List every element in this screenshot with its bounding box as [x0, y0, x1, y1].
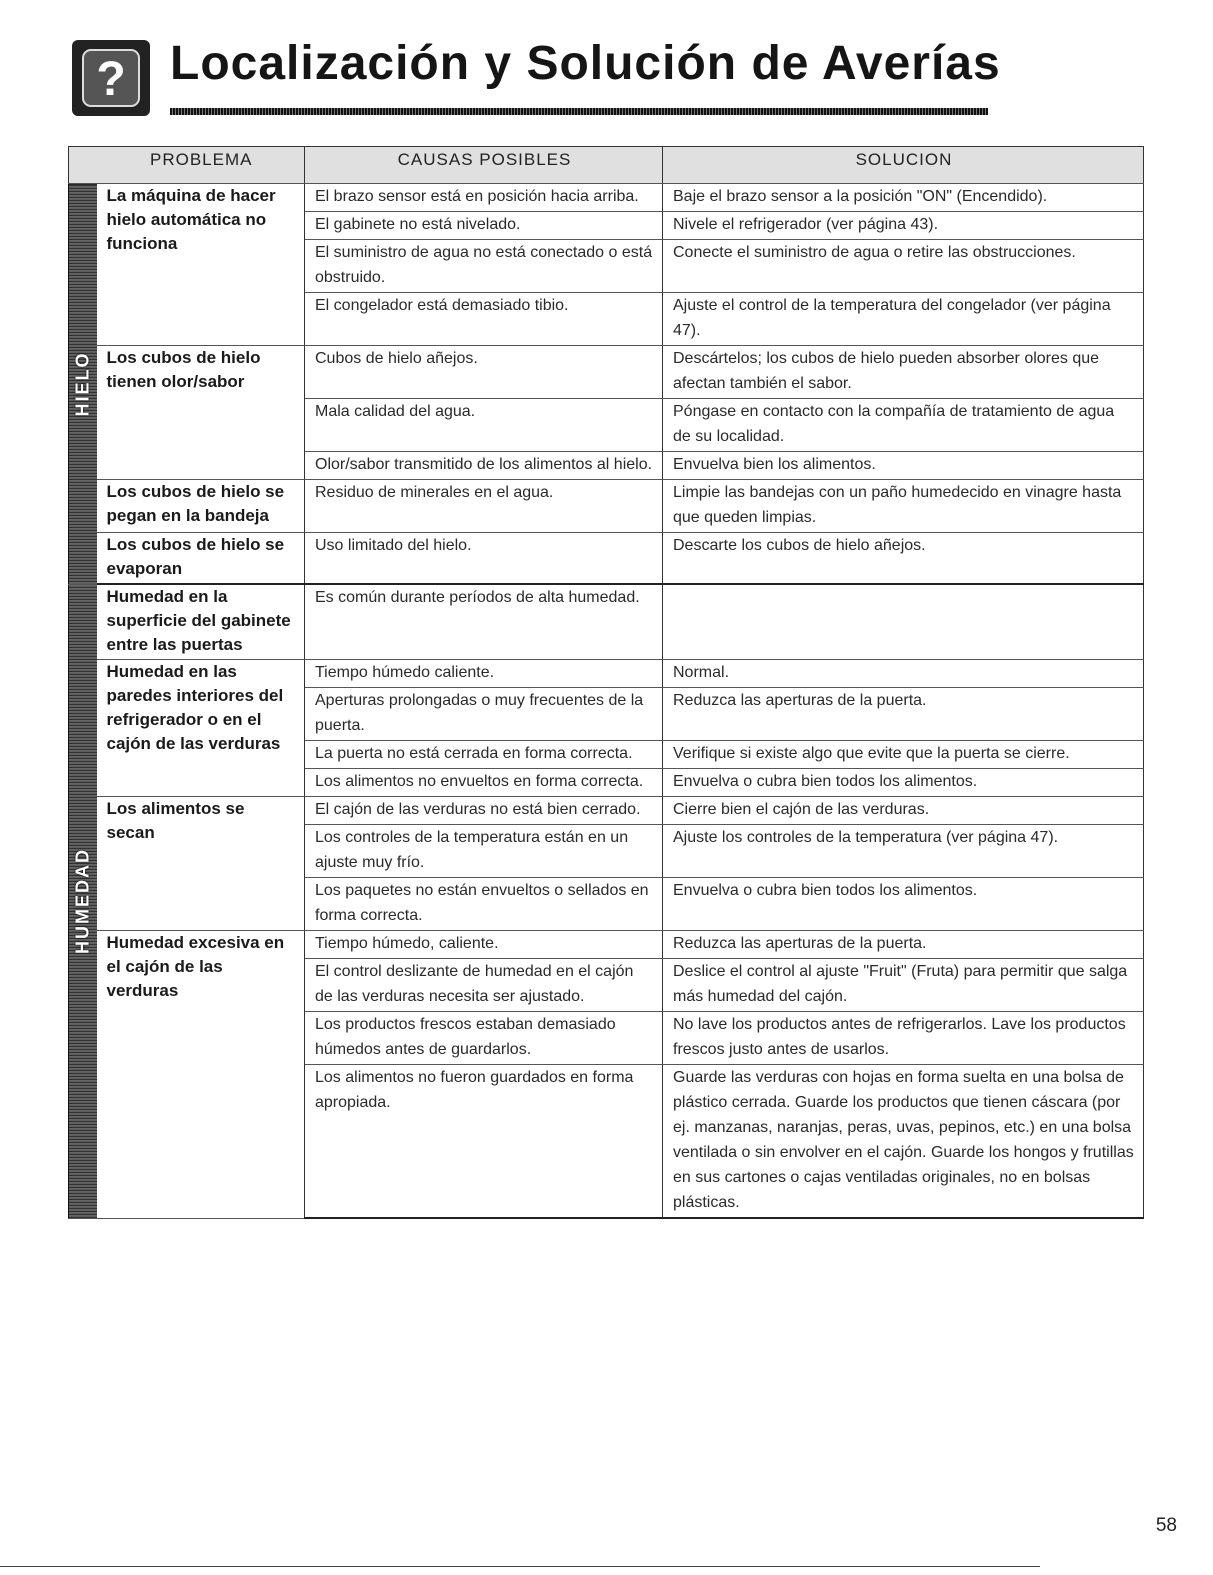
table-row [69, 480, 1144, 533]
solution-cell [663, 584, 1144, 660]
solution-cell: Ajuste el control de la temperatura del congelador (ver página 47). [663, 293, 1144, 346]
solution-cell: Reduzca las aperturas de la puerta. [663, 931, 1144, 959]
table-row [69, 797, 1144, 825]
table-row [69, 346, 1144, 399]
table-row [69, 184, 1144, 212]
category-tab [69, 184, 97, 585]
cause-cell: El gabinete no está nivelado. [305, 212, 663, 240]
cause-cell: Tiempo húmedo caliente. [305, 660, 663, 688]
header-causes: CAUSAS POSIBLES [305, 147, 663, 184]
category-label: HUMEDAD [72, 848, 93, 954]
table-row [69, 660, 1144, 688]
question-help-icon [72, 40, 150, 116]
problem-cell: La máquina de hacer hielo automática no funciona [97, 184, 305, 346]
cause-cell: Los alimentos no fueron guardados en forma apropiada. [305, 1065, 663, 1219]
cause-cell: Los controles de la temperatura están en un ajuste muy frío. [305, 825, 663, 878]
problem-cell: Los alimentos se secan [97, 797, 305, 931]
cause-cell: Los productos frescos estaban demasiado húmedos antes de guardarlos. [305, 1012, 663, 1065]
cause-cell: La puerta no está cerrada en forma correcta. [305, 741, 663, 769]
cause-cell: El control deslizante de humedad en el cajón de las verduras necesita ser ajustado. [305, 959, 663, 1012]
solution-cell: Descarte los cubos de hielo añejos. [663, 533, 1144, 585]
solution-cell: Reduzca las aperturas de la puerta. [663, 688, 1144, 741]
solution-cell: Cierre bien el cajón de las verduras. [663, 797, 1144, 825]
cause-cell: El suministro de agua no está conectado o está obstruido. [305, 240, 663, 293]
table-row [69, 584, 1144, 660]
problem-cell: Humedad excesiva en el cajón de las verduras [97, 931, 305, 1219]
cause-cell: Aperturas prolongadas o muy frecuentes de la puerta. [305, 688, 663, 741]
cause-cell: Es común durante períodos de alta humedad. [305, 584, 663, 660]
solution-cell: Normal. [663, 660, 1144, 688]
problem-cell: Humedad en las paredes interiores del refrigerador o en el cajón de las verduras [97, 660, 305, 797]
cause-cell: Los alimentos no envueltos en forma correcta. [305, 769, 663, 797]
table-body [69, 184, 1144, 1219]
header-problem: PROBLEMA [97, 147, 305, 184]
cause-cell: Cubos de hielo añejos. [305, 346, 663, 399]
footer-rule [0, 1566, 1040, 1567]
title-underline [170, 108, 988, 115]
cause-cell: El brazo sensor está en posición hacia arriba. [305, 184, 663, 212]
cause-cell: Uso limitado del hielo. [305, 533, 663, 585]
solution-cell: Descártelos; los cubos de hielo pueden absorber olores que afectan también el sabor. [663, 346, 1144, 399]
cause-cell: Los paquetes no están envueltos o sellados en forma correcta. [305, 878, 663, 931]
cause-cell: Tiempo húmedo, caliente. [305, 931, 663, 959]
category-tab [69, 584, 97, 1218]
solution-cell: Ajuste los controles de la temperatura (ver página 47). [663, 825, 1144, 878]
svg-text:?: ? [96, 53, 126, 106]
solution-cell: Nivele el refrigerador (ver página 43). [663, 212, 1144, 240]
header-spacer [69, 147, 97, 184]
page-number: 58 [1155, 1515, 1177, 1536]
solution-cell: Verifique si existe algo que evite que la puerta se cierre. [663, 741, 1144, 769]
cause-cell: El congelador está demasiado tibio. [305, 293, 663, 346]
table-row [69, 931, 1144, 959]
solution-cell: Póngase en contacto con la compañía de tratamiento de agua de su localidad. [663, 399, 1144, 452]
solution-cell: Guarde las verduras con hojas en forma suelta en una bolsa de plástico cerrada. Guarde los productos que tienen cáscara (por ej. manzanas, naranjas, peras, uvas, pepinos, etc.) en una bolsa ventilada o sin envolver en el cajón. Guarde los hongos y frutillas en sus cartones o cajas ventiladas originales, no en bolsas plásticas. [663, 1065, 1144, 1219]
solution-cell: Envuelva o cubra bien todos los alimentos. [663, 878, 1144, 931]
solution-cell: Envuelva bien los alimentos. [663, 452, 1144, 480]
solution-cell: Deslice el control al ajuste "Fruit" (Fruta) para permitir que salga más humedad del cajón. [663, 959, 1144, 1012]
problem-cell: Los cubos de hielo se evaporan [97, 533, 305, 585]
header-solution: SOLUCION [663, 147, 1144, 184]
problem-cell: Los cubos de hielo se pegan en la bandeja [97, 480, 305, 533]
table-header-row [69, 147, 1144, 184]
solution-cell: Envuelva o cubra bien todos los alimentos. [663, 769, 1144, 797]
solution-cell: No lave los productos antes de refrigerarlos. Lave los productos frescos justo antes de usarlos. [663, 1012, 1144, 1065]
cause-cell: Residuo de minerales en el agua. [305, 480, 663, 533]
cause-cell: El cajón de las verduras no está bien cerrado. [305, 797, 663, 825]
cause-cell: Olor/sabor transmitido de los alimentos al hielo. [305, 452, 663, 480]
problem-cell: Humedad en la superficie del gabinete entre las puertas [97, 584, 305, 660]
cause-cell: Mala calidad del agua. [305, 399, 663, 452]
solution-cell: Conecte el suministro de agua o retire las obstrucciones. [663, 240, 1144, 293]
category-label: HIELO [72, 351, 93, 417]
solution-cell: Limpie las bandejas con un paño humedecido en vinagre hasta que queden limpias. [663, 480, 1144, 533]
problem-cell: Los cubos de hielo tienen olor/sabor [97, 346, 305, 480]
page-title: Localización y Solución de Averías [170, 37, 1001, 90]
solution-cell: Baje el brazo sensor a la posición "ON" (Encendido). [663, 184, 1144, 212]
troubleshooting-table [68, 146, 1144, 1219]
table-row [69, 533, 1144, 585]
page-header [72, 37, 1001, 122]
